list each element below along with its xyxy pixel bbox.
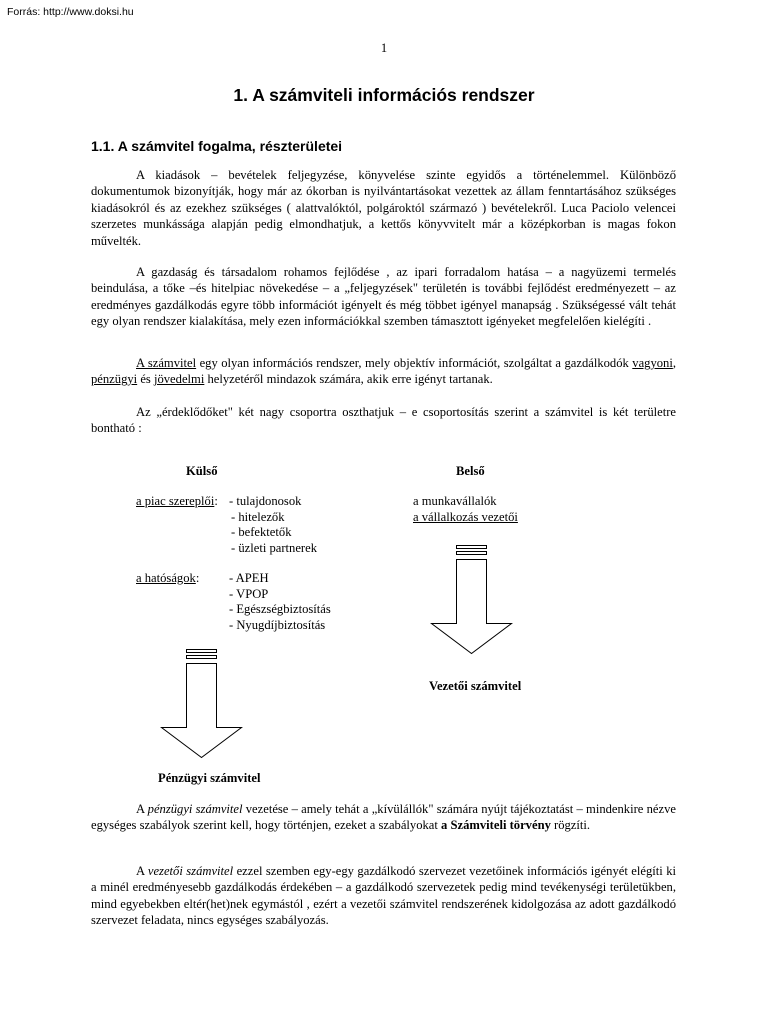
source-line: Forrás: http://www.doksi.hu [7, 6, 134, 18]
paragraph-management-accounting [91, 863, 676, 929]
paragraph-history [91, 167, 676, 249]
paragraph-management-accounting-text [91, 863, 676, 929]
paragraph-groups-text: Az „érdeklődőket" két nagy csoportra oszthatjuk – e csoportosítás szerint a számvitel is két területre bontható : [91, 405, 676, 436]
internal-item-managers: a vállalkozás vezetői [413, 509, 518, 524]
market-item-investors: - befektetők [231, 525, 292, 539]
paragraph-financial-accounting [91, 801, 676, 834]
paragraph-groups [91, 404, 676, 437]
market-item-owners: - tulajdonosok [229, 494, 302, 508]
financial-accounting-label: Pénzügyi számvitel [158, 771, 261, 785]
authority-item-apeh: - APEH [229, 571, 269, 585]
authority-item-health: - Egészségbiztosítás [229, 602, 331, 616]
financial-text-0: A [136, 802, 148, 816]
management-accounting-label: Vezetői számvitel [429, 679, 522, 693]
page-title: 1. A számviteli információs rendszer [233, 85, 535, 105]
definition-text-1: egy olyan információs rendszer, mely objektív információt, szolgáltat a gazdálkodók [196, 356, 633, 370]
authorities-label [136, 571, 199, 587]
internal-item-employees: a munkavállalók [413, 494, 497, 508]
authorities-text: a hatóságok [136, 571, 196, 585]
paragraph-development [91, 264, 676, 330]
down-arrow-financial-icon [160, 648, 244, 760]
down-arrow-management-icon [430, 544, 514, 656]
paragraph-definition-text [91, 355, 676, 388]
paragraph-financial-accounting-text [91, 801, 676, 834]
management-text-1: ezzel szemben egy-egy gazdálkodó szervezet vezetőinek információs igényét elégíti ki a minél eredményesebb gazdálkodás érdekében – a gazdálkodó szervezetek pedig mind tevékenységi területükben, mind egyebekben eltér(het)nek egymástól , ezért a vezetői számvitel rendszerének kidolgozása az adott gazdálkodó szervezet feladata, nincs egységes szabályozás. [91, 864, 676, 928]
page-number: 1 [380, 41, 388, 55]
term-income: jövedelmi [153, 372, 205, 387]
market-item-partners: - üzleti partnerek [231, 540, 318, 555]
management-accounting-term: vezetői számvitel [147, 864, 234, 878]
financial-text-2: rögzíti. [550, 818, 591, 833]
term-accounting: A számvitel [136, 356, 197, 370]
external-heading: Külső [186, 464, 218, 478]
market-participants-text: a piac szereplői [136, 494, 215, 508]
management-text-0: A [136, 864, 148, 878]
authority-item-vpop: - VPOP [229, 586, 269, 601]
term-property: vagyoni [632, 356, 673, 370]
authority-item-pension: - Nyugdíjbiztosítás [229, 617, 326, 632]
definition-text-4: helyzetéről mindazok számára, akik erre igényt tartanak. [204, 372, 493, 387]
financial-accounting-term: pénzügyi számvitel [147, 802, 243, 816]
definition-text-2: , [672, 356, 677, 370]
market-item-creditors: - hitelezők [231, 509, 285, 524]
definition-text-3: és [137, 372, 154, 387]
term-financial: pénzügyi [91, 372, 138, 387]
market-participants-label [136, 494, 218, 510]
financial-text-1: vezetése – amely tehát a „kívülállók" számára nyújt tájékoztatást – mindenkire nézve egységes szabályok szerint kell, hogy történjen, ezeket a szabályokat [91, 802, 676, 833]
paragraph-history-text: A kiadások – bevételek feljegyzése, könyvelése szinte egyidős a történelemmel. Különböző dokumentumok bizonyítják, hogy már az ókorban is nyilvántartásokat vezettek az állam fenntartásához szükséges kiadásokról és az ezekhez szükséges ( alattvalóktól, polgároktól származó ) bevételekről. Luca Paciolo velencei szerzetes munkássága alapján pedig elmondhatjuk, a kettős könyvvitelt már a középkorban is magas fokon művelték. [91, 168, 676, 248]
paragraph-development-text: A gazdaság és társadalom rohamos fejlődése , az ipari forradalom hatása – a nagyüzemi termelés beindulása, a tőke –és hitelpiac növekedése – a „feljegyzések" területén is további fejlődést eredményezett – az eredményes gazdálkodás egyre több információt igényelt és még többet igényel manapság . Szükségessé vált tehát egy olyan rendszer kialakítása, mely ezen információkkal szemben támasztott igényeket megfelelően kielégíti . [91, 265, 676, 329]
section-subtitle: 1.1. A számvitel fogalma, részterületei [91, 138, 343, 154]
internal-heading: Belső [456, 464, 485, 478]
market-participants-colon: : [214, 494, 218, 508]
paragraph-definition [91, 355, 676, 388]
authorities-colon: : [195, 571, 200, 585]
accounting-act-term: a Számviteli törvény [441, 818, 551, 833]
